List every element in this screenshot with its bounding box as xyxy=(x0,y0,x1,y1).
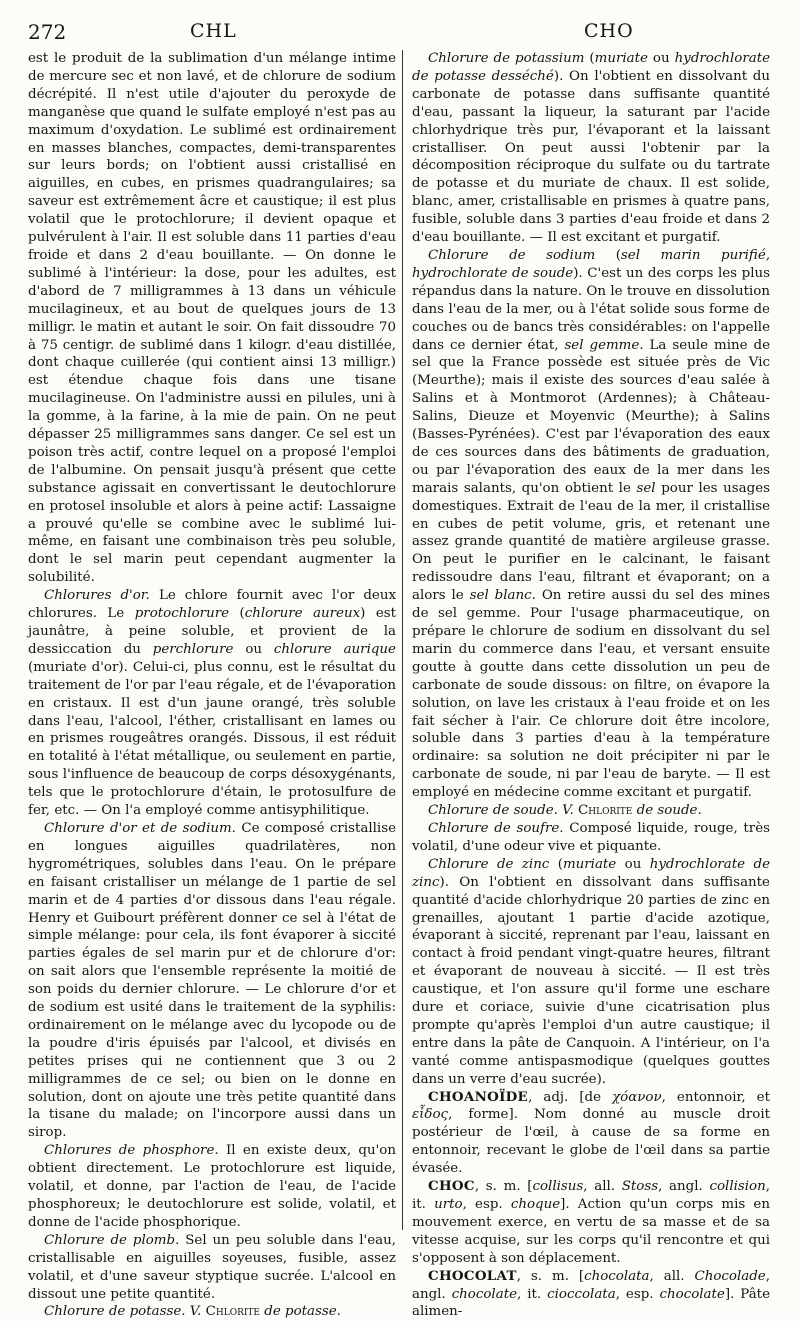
text-segment: Chlorite xyxy=(205,1304,260,1320)
text-segment: ]. Pâte alimen- xyxy=(412,1286,770,1320)
paragraph-l1 xyxy=(28,50,396,587)
text-segment: Chlorures de phosphore. xyxy=(44,1143,219,1159)
text-segment: , esp. xyxy=(462,1197,511,1212)
text-segment: , esp. xyxy=(615,1286,660,1302)
text-segment: Chocolade xyxy=(694,1268,766,1284)
text-segment: V. xyxy=(562,803,574,819)
text-segment: ( xyxy=(229,606,245,622)
paragraph-r4 xyxy=(412,820,770,856)
text-segment: chlorure aureux xyxy=(244,606,361,622)
text-segment: pour les usages domestiques. Extrait de l'eau de la mer, il cristallise en cubes de petit volume, gris, et retenant une assez grande quantité de matière argileuse grasse. On peut le purifier en le calcinant, le faisant redissoudre dans l'eau, filtrant et évaporant; on a alors le xyxy=(412,480,770,604)
paragraph-l2 xyxy=(28,587,396,820)
text-segment: hydrochlorate de zinc xyxy=(412,856,770,890)
paragraph-r3 xyxy=(412,802,770,820)
text-segment: Chlorure de potassium xyxy=(428,51,585,66)
paragraph-r5 xyxy=(412,856,770,1089)
text-segment: sel marin purifié, hydrochlorate de soude xyxy=(412,247,770,281)
text-segment: Il en existe deux, qu'on obtient directement. Le protochlorure est liquide, volatil, et donne, par l'action de l'eau, de l'acide phosphoreux; le deutochlorure est solide, volatil, et donne de l'acide phosphorique. xyxy=(28,1143,396,1230)
text-segment: choque xyxy=(510,1197,561,1212)
paragraph-r1 xyxy=(412,50,770,247)
text-segment: protochlorure xyxy=(134,606,230,622)
text-segment: , angl. xyxy=(412,1268,770,1302)
text-segment: Chlorure de soufre. xyxy=(428,820,564,836)
text-segment: V. xyxy=(189,1304,202,1320)
paragraph-r6 xyxy=(412,1089,770,1179)
text-segment: Ce composé cristallise en longues aiguilles quadrilatères, non hygrométriques, solubles dans l'eau. On le prépare en faisant cristalliser un mélange de 1 partie de sel marin et de 4 parties d'or dissous dans l'eau régale. Henry et Guibourt préfèrent donner ce sel à l'état de simple mélange: pour cela, ils font évaporer à siccité parties égales de sel marin pur et de chlorure d'or: on sait alors que l'ensemble représente la moitié de son poids du dernier chlorure. — Le chlorure d'or et de sodium est usité dans le traitement de la syphilis: ordinairement on le mélange avec du lycopode ou de la poudre d'iris épuisés par l'alcool, et divisés en petites prises qui ne contiennent que 3 ou 2 milligrammes de ce sel; ou bien on le donne en solution, dont on ajoute une très petite quantité dans la tisane du malade; on l'incorpore aussi dans un sirop. xyxy=(28,820,396,1141)
text-segment: , angl. xyxy=(658,1179,710,1195)
text-segment: ( xyxy=(595,247,621,263)
paragraph-r2 xyxy=(412,247,770,802)
text-segment: εἶδος xyxy=(412,1107,449,1123)
text-segment: Chlorure de soude. xyxy=(428,803,558,819)
text-segment: , s. m. [ xyxy=(516,1268,585,1284)
text-segment: Chlorure de plomb. xyxy=(44,1232,180,1248)
text-segment: perchlorure xyxy=(152,641,234,657)
text-segment: ou xyxy=(647,51,675,66)
text-segment: cioccolata xyxy=(547,1286,616,1302)
text-segment: de soude. xyxy=(636,803,702,819)
text-segment: chocolate xyxy=(659,1286,725,1302)
text-segment: chlorure aurique xyxy=(273,641,396,657)
text-segment: hydrochlorate de potasse desséché xyxy=(412,51,771,84)
text-segment: Chlorure de potasse. xyxy=(44,1304,186,1320)
paragraph-r7 xyxy=(412,1178,770,1268)
text-segment: . On retire aussi du sel des mines de sel gemme. Pour l'usage pharmaceutique, on prépare le chlorure de sodium en dissolvant du sel marin du commerce dans l'eau, et versant ensuite goutte à goutte dans cette dissolution un peu de carbonate de soude dissous: on filtre, on évapore la solution, on lave les cristaux à l'eau froide et on les fait sécher à l'air. Ce chlorure doit être incolore, soluble dans 3 parties d'eau à la température ordinaire: sa solution ne doit précipiter ni par le carbonate de soude, ni par l'eau de baryte. — Il est employé en médecine comme excitant et purgatif. xyxy=(412,588,770,801)
text-segment: ). C'est un des corps les plus répandus dans la nature. On le trouve en dissolution dans l'eau de la mer, ou à l'état solide sous forme de couches ou de bancs très considérables: on l'appelle dans ce dernier état, xyxy=(412,265,771,353)
text-segment: ]. Action qu'un corps mis en mouvement exerce, en vertu de sa masse et de sa vitesse acquise, sur les corps qu'il rencontre et qui s'opposent à son déplacement. xyxy=(412,1197,770,1266)
text-segment: , it. xyxy=(412,1179,770,1212)
text-segment: (muriate d'or). Celui-ci, plus connu, est le résultat du traitement de l'or par l'eau régale, et de l'évaporation en cristaux. Il est d'un jaune orangé, très soluble dans l'eau, l'alcool, l'éther, cristallisant en lames ou en prismes rougeâtres orangés. Dissous, il est réduit en totalité à l'état métallique, ou seulement en partie, sous l'influence de beaucoup de corps désoxygénants, tels que le protochlorure d'étain, le protosulfure de fer, etc. — On l'a employé comme antisyphilitique. xyxy=(28,659,396,819)
headword: CHOANOÏDE xyxy=(428,1088,529,1105)
text-segment: , adj. [de xyxy=(528,1089,613,1105)
text-segment: Chlorures d'or. xyxy=(44,588,150,604)
text-segment: est le produit de la sublimation d'un mélange intime de mercure sec et non lavé, et de chlorure de sodium décrépité. Il n'est utile d'ajouter du peroxyde de manganèse que quand le sulfate employé n'est pas au maximum d'oxydation. Le sublimé est ordinairement en masses blanches, compactes, demi-transparentes sur leurs bords; on l'obtient aussi cristallisé en aiguilles, en cubes, en prismes quadrangulaires; sa saveur est extrêmement âcre et caustique; il est plus volatil que le protochlorure; il devient opaque et pulvérulent à l'air. Il est soluble dans 11 parties d'eau froide et dans 2 d'eau bouillante. — On donne le sublimé à l'intérieur: la dose, pour les adultes, est d'abord de 7 milligrammes à 13 dans un véhicule mucilagineux, et au bout de quelques jours de 13 milligr. le matin et autant le soir. On fait dissoudre 70 à 75 centigr. de sublimé dans 1 kilogr. d'eau distillée, dont chaque cuillerée (qui contient ainsi 13 milligr.) est étendue chaque fois dans une tisane mucilagineuse. On l'administre aussi en pilules, uni à la gomme, à la farine, à la mie de pain. On ne peut dépasser 25 milligrammes sans danger. Ce sel est un poison très actif, contre lequel on a proposé l'emploi de l'albumine. On pensait jusqu'à présent que cette substance agissait en convertissant le deutochlorure en protosel insoluble et alors à peine actif: Lassaigne a prouvé qu'elle se combine avec le sublimé lui-même, en faisant une combinaison très peu soluble, dont le sel marin peut cependant augmenter la solubilité. xyxy=(28,51,396,586)
text-segment: ou xyxy=(616,856,650,872)
text-segment: , s. m. [ xyxy=(474,1179,533,1195)
page-header xyxy=(0,20,800,50)
text-segment: Chlorite xyxy=(578,803,633,819)
text-segment: χόανον xyxy=(612,1089,662,1105)
text-segment: , all. xyxy=(583,1179,622,1195)
text-segment: sel blanc xyxy=(469,588,532,604)
text-segment: , forme]. Nom donné au muscle droit postérieur de l'œil, à cause de sa forme en entonnoir, recevant le globe de l'œil dans sa partie évasée. xyxy=(412,1107,770,1177)
text-segment: muriate xyxy=(594,51,648,66)
text-segment: Chlorure d'or et de sodium. xyxy=(44,820,236,836)
text-segment: Stoss xyxy=(621,1179,659,1195)
text-segment: chocolate xyxy=(451,1286,518,1302)
text-segment: de potasse. xyxy=(264,1304,341,1320)
text-segment: . La seule mine de sel que la France possède est située près de Vic (Meurthe); mais il existe des sources d'eau salée à Salins et à Montmorot (Ardennes); à Château-Salins, Dieuze et Moyenvic (Meurthe); à Salins (Basses-Pyrénées). C'est par l'évaporation des eaux de ces sources dans des bâtiments de graduation, ou par l'évaporation des eaux de la mer dans les marais salants, qu'on obtient le xyxy=(412,337,770,496)
text-segment: , it. xyxy=(517,1286,548,1302)
text-segment: ). On l'obtient en dissolvant dans suffisante quantité d'acide chlorhydrique 20 parties de zinc en grenailles, ajoutant 1 partie d'acide azotique, évaporant à siccité, reprenant par l'eau, laissant en contact à froid pendant vingt-quatre heures, filtrant et évaporant de nouveau à siccité. — Il est très caustique, et l'on assure qu'il forme une eschare dure et coriace, suivie d'une cicatrisation plus prompte qu'après l'emploi d'un autre caustique; il entre dans la pâte de Canquoin. A l'intérieur, on l'a vanté comme antispasmodique (quelques gouttes dans un verre d'eau sucrée). xyxy=(412,874,770,1087)
paragraph-l4 xyxy=(28,1142,396,1232)
text-segment: collisus xyxy=(532,1179,584,1195)
text-segment: , all. xyxy=(649,1268,695,1284)
text-segment: Chlorure de zinc xyxy=(428,856,550,872)
text-segment: sel gemme xyxy=(564,337,640,353)
column-divider xyxy=(402,50,403,1230)
text-segment: ). On l'obtient en dissolvant du carbonate de potasse dans suffisante quantité d'eau, passant la liqueur, la saturant par l'acide chlorhydrique très pur, l'évaporant et la laissant cristalliser. On peut aussi l'obtenir par la décomposition réciproque du sulfate ou du tartrate de potasse et du muriate de chaux. Il est solide, blanc, amer, cristallisable en prismes à quatre pans, fusible, soluble dans 3 parties d'eau froide et dans 2 d'eau bouillante. — Il est excitant et purgatif. xyxy=(412,68,770,246)
page-number: 272 xyxy=(28,20,67,44)
text-segment: urto xyxy=(434,1197,463,1212)
paragraph-l6 xyxy=(28,1303,396,1321)
text-segment: Sel un peu soluble dans l'eau, cristallisable en aiguilles soyeuses, fusible, assez volatil, et d'une saveur styptique sucrée. L'alcool en dissout une petite quantité. xyxy=(28,1232,396,1302)
right-column xyxy=(412,50,771,1320)
text-segment: ou xyxy=(233,641,274,657)
left-column xyxy=(28,50,396,1320)
text-segment: ( xyxy=(549,856,563,872)
text-segment: , entonnoir, et xyxy=(661,1089,770,1105)
text-segment: Composé liquide, rouge, très volatil, d'une odeur vive et piquante. xyxy=(412,820,770,854)
text-segment: collision xyxy=(709,1179,766,1195)
text-segment: ( xyxy=(584,51,595,66)
text-segment: ) est jaunâtre, à peine soluble, et provient de la dessiccation du xyxy=(28,606,396,657)
paragraph-l5 xyxy=(28,1232,396,1304)
text-segment: Le chlore fournit avec l'or deux chlorures. Le xyxy=(28,588,396,622)
paragraph-r8 xyxy=(412,1268,770,1321)
headword: CHOC xyxy=(428,1178,475,1195)
running-head-right: CHO xyxy=(584,20,634,42)
paragraph-l3 xyxy=(28,820,396,1142)
text-segment: chocolata xyxy=(584,1268,650,1284)
text-segment: muriate xyxy=(562,856,617,872)
headword: CHOCOLAT xyxy=(428,1267,517,1284)
text-segment: sel xyxy=(636,480,656,496)
running-head-left: CHL xyxy=(190,20,237,42)
text-segment: Chlorure de sodium xyxy=(428,247,596,263)
